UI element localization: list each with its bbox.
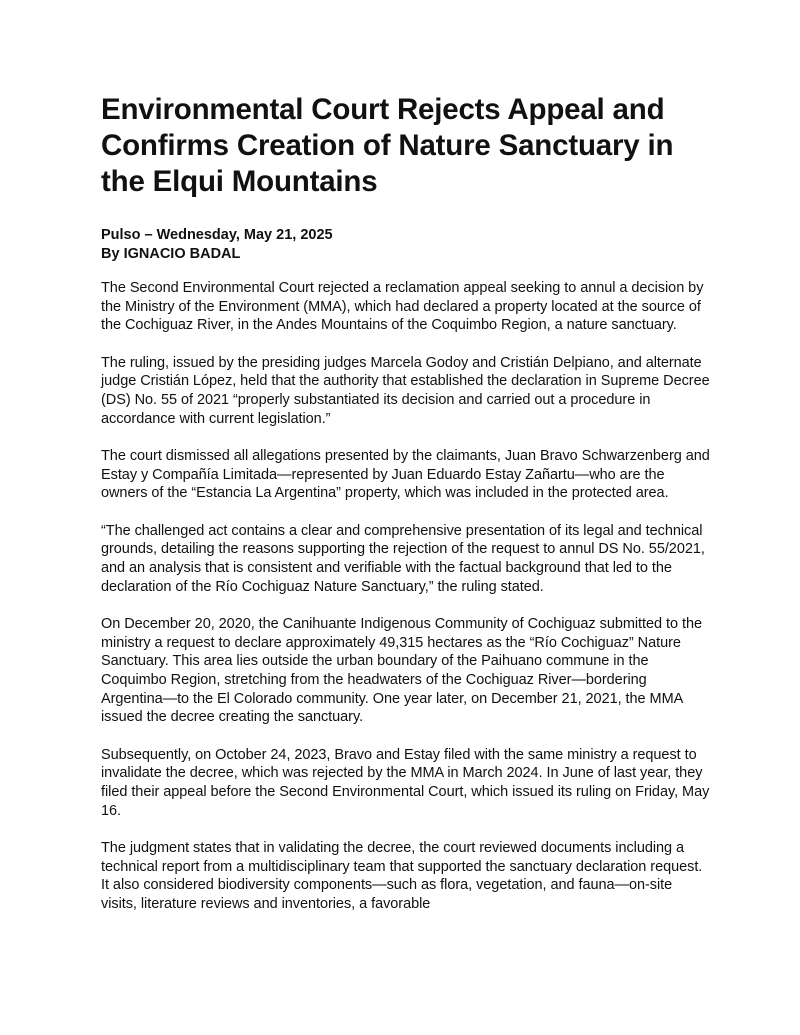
article-title: Environmental Court Rejects Appeal and Confirms Creation of Nature Sanctuary in the Elqui Mountains (101, 93, 674, 198)
article-body (101, 279, 711, 914)
article (101, 92, 711, 932)
article-byline (101, 226, 711, 263)
paragraph-3: The court dismissed all allegations presented by the claimants, Juan Bravo Schwarzenberg and Estay y Compañía Limitada—represented by Juan Eduardo Estay Zañartu—who are the owners of the “Estancia La Argentina” property, which was included in the protected area. (101, 447, 710, 502)
paragraph-2: The ruling, issued by the presiding judges Marcela Godoy and Cristián Delpiano, and alternate judge Cristián López, held that the authority that established the declaration in Supreme Decree (DS) No. 55 of 2021 “properly substantiated its decision and carried out a procedure in accordance with current legislation.” (101, 354, 710, 427)
paragraph-6: Subsequently, on October 24, 2023, Bravo and Estay filed with the same ministry a request to invalidate the decree, which was rejected by the MMA in March 2024. In June of last year, they filed their appeal before the Second Environmental Court, which issued its ruling on Friday, May 16. (101, 746, 710, 819)
paragraph-4: “The challenged act contains a clear and comprehensive presentation of its legal and technical grounds, detailing the reasons supporting the rejection of the request to annul DS No. 55/2021, and an analysis that is consistent and verifiable with the factual background that led to the declaration of the Río Cochiguaz Nature Sanctuary,” the ruling stated. (101, 522, 705, 595)
paragraph-7: The judgment states that in validating the decree, the court reviewed documents including a technical report from a multidisciplinary team that supported the sanctuary declaration request. It also considered biodiversity components—such as flora, vegetation, and fauna—on-site visits, literature reviews and inventories, a favorable (101, 839, 703, 912)
paragraph-1: The Second Environmental Court rejected a reclamation appeal seeking to annul a decision by the Ministry of the Environment (MMA), which had declared a property located at the source of the Cochiguaz River, in the Andes Mountains of the Coquimbo Region, a nature sanctuary. (101, 280, 704, 334)
dateline: Pulso – Wednesday, May 21, 2025 (101, 227, 333, 243)
author: By IGNACIO BADAL (101, 245, 241, 262)
paragraph-5: On December 20, 2020, the Canihuante Indigenous Community of Cochiguaz submitted to the ministry a request to declare approximately 49,315 hectares as the “Río Cochiguaz” Nature Sanctuary. This area lies outside the urban boundary of the Paihuano commune in the Coquimbo Region, stretching from the headwaters of the Cochiguaz River—bordering Argentina—to the El Colorado community. One year later, on December 21, 2021, the MMA issued the decree creating the sanctuary. (101, 615, 702, 726)
